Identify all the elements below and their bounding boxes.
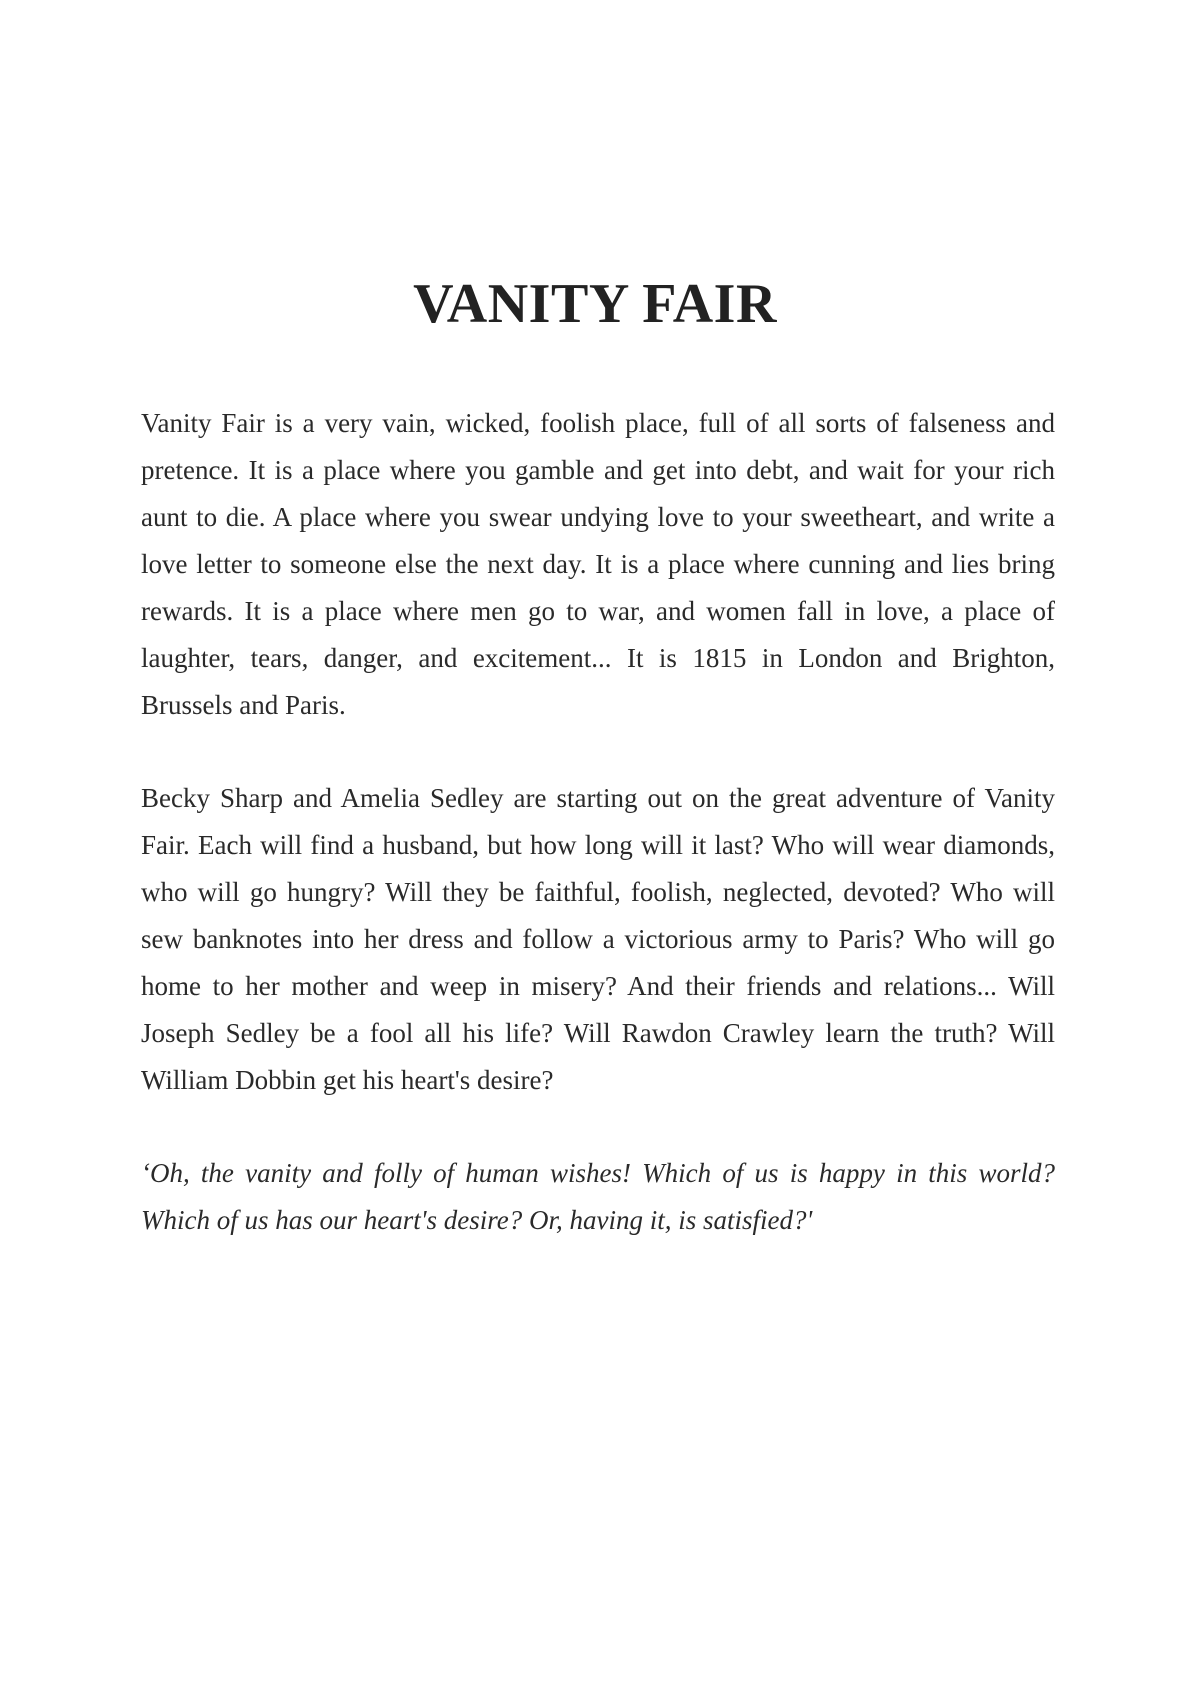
closing-quote: ‘Oh, the vanity and folly of human wishes! Which of us is happy in this world? Which of us has our heart's desire? Or, having it, is satisfied?' <box>141 1158 1055 1235</box>
paragraph-characters: Becky Sharp and Amelia Sedley are starting out on the great adventure of Vanity Fair. Each will find a husband, but how long will it last? Who will wear diamonds, who will go hungry? Will they be faithful, foolish, neglected, devoted? Who will sew banknotes into her dress and follow a victorious army to Paris? Who will go home to her mother and weep in misery? And their friends and relations... Will Joseph Sedley be a fool all his life? Will Rawdon Crawley learn the truth? Will William Dobbin get his heart's desire? <box>141 783 1055 1095</box>
page-title: VANITY FAIR <box>413 273 777 335</box>
paragraph-intro: Vanity Fair is a very vain, wicked, foolish place, full of all sorts of falseness and pretence. It is a place where you gamble and get into debt, and wait for your rich aunt to die. A place where you swear undying love to your sweetheart, and write a love letter to someone else the next day. It is a place where cunning and lies bring rewards. It is a place where men go to war, and women fall in love, a place of laughter, tears, danger, and excitement... It is 1815 in London and Brighton, Brussels and Paris. <box>141 408 1055 720</box>
